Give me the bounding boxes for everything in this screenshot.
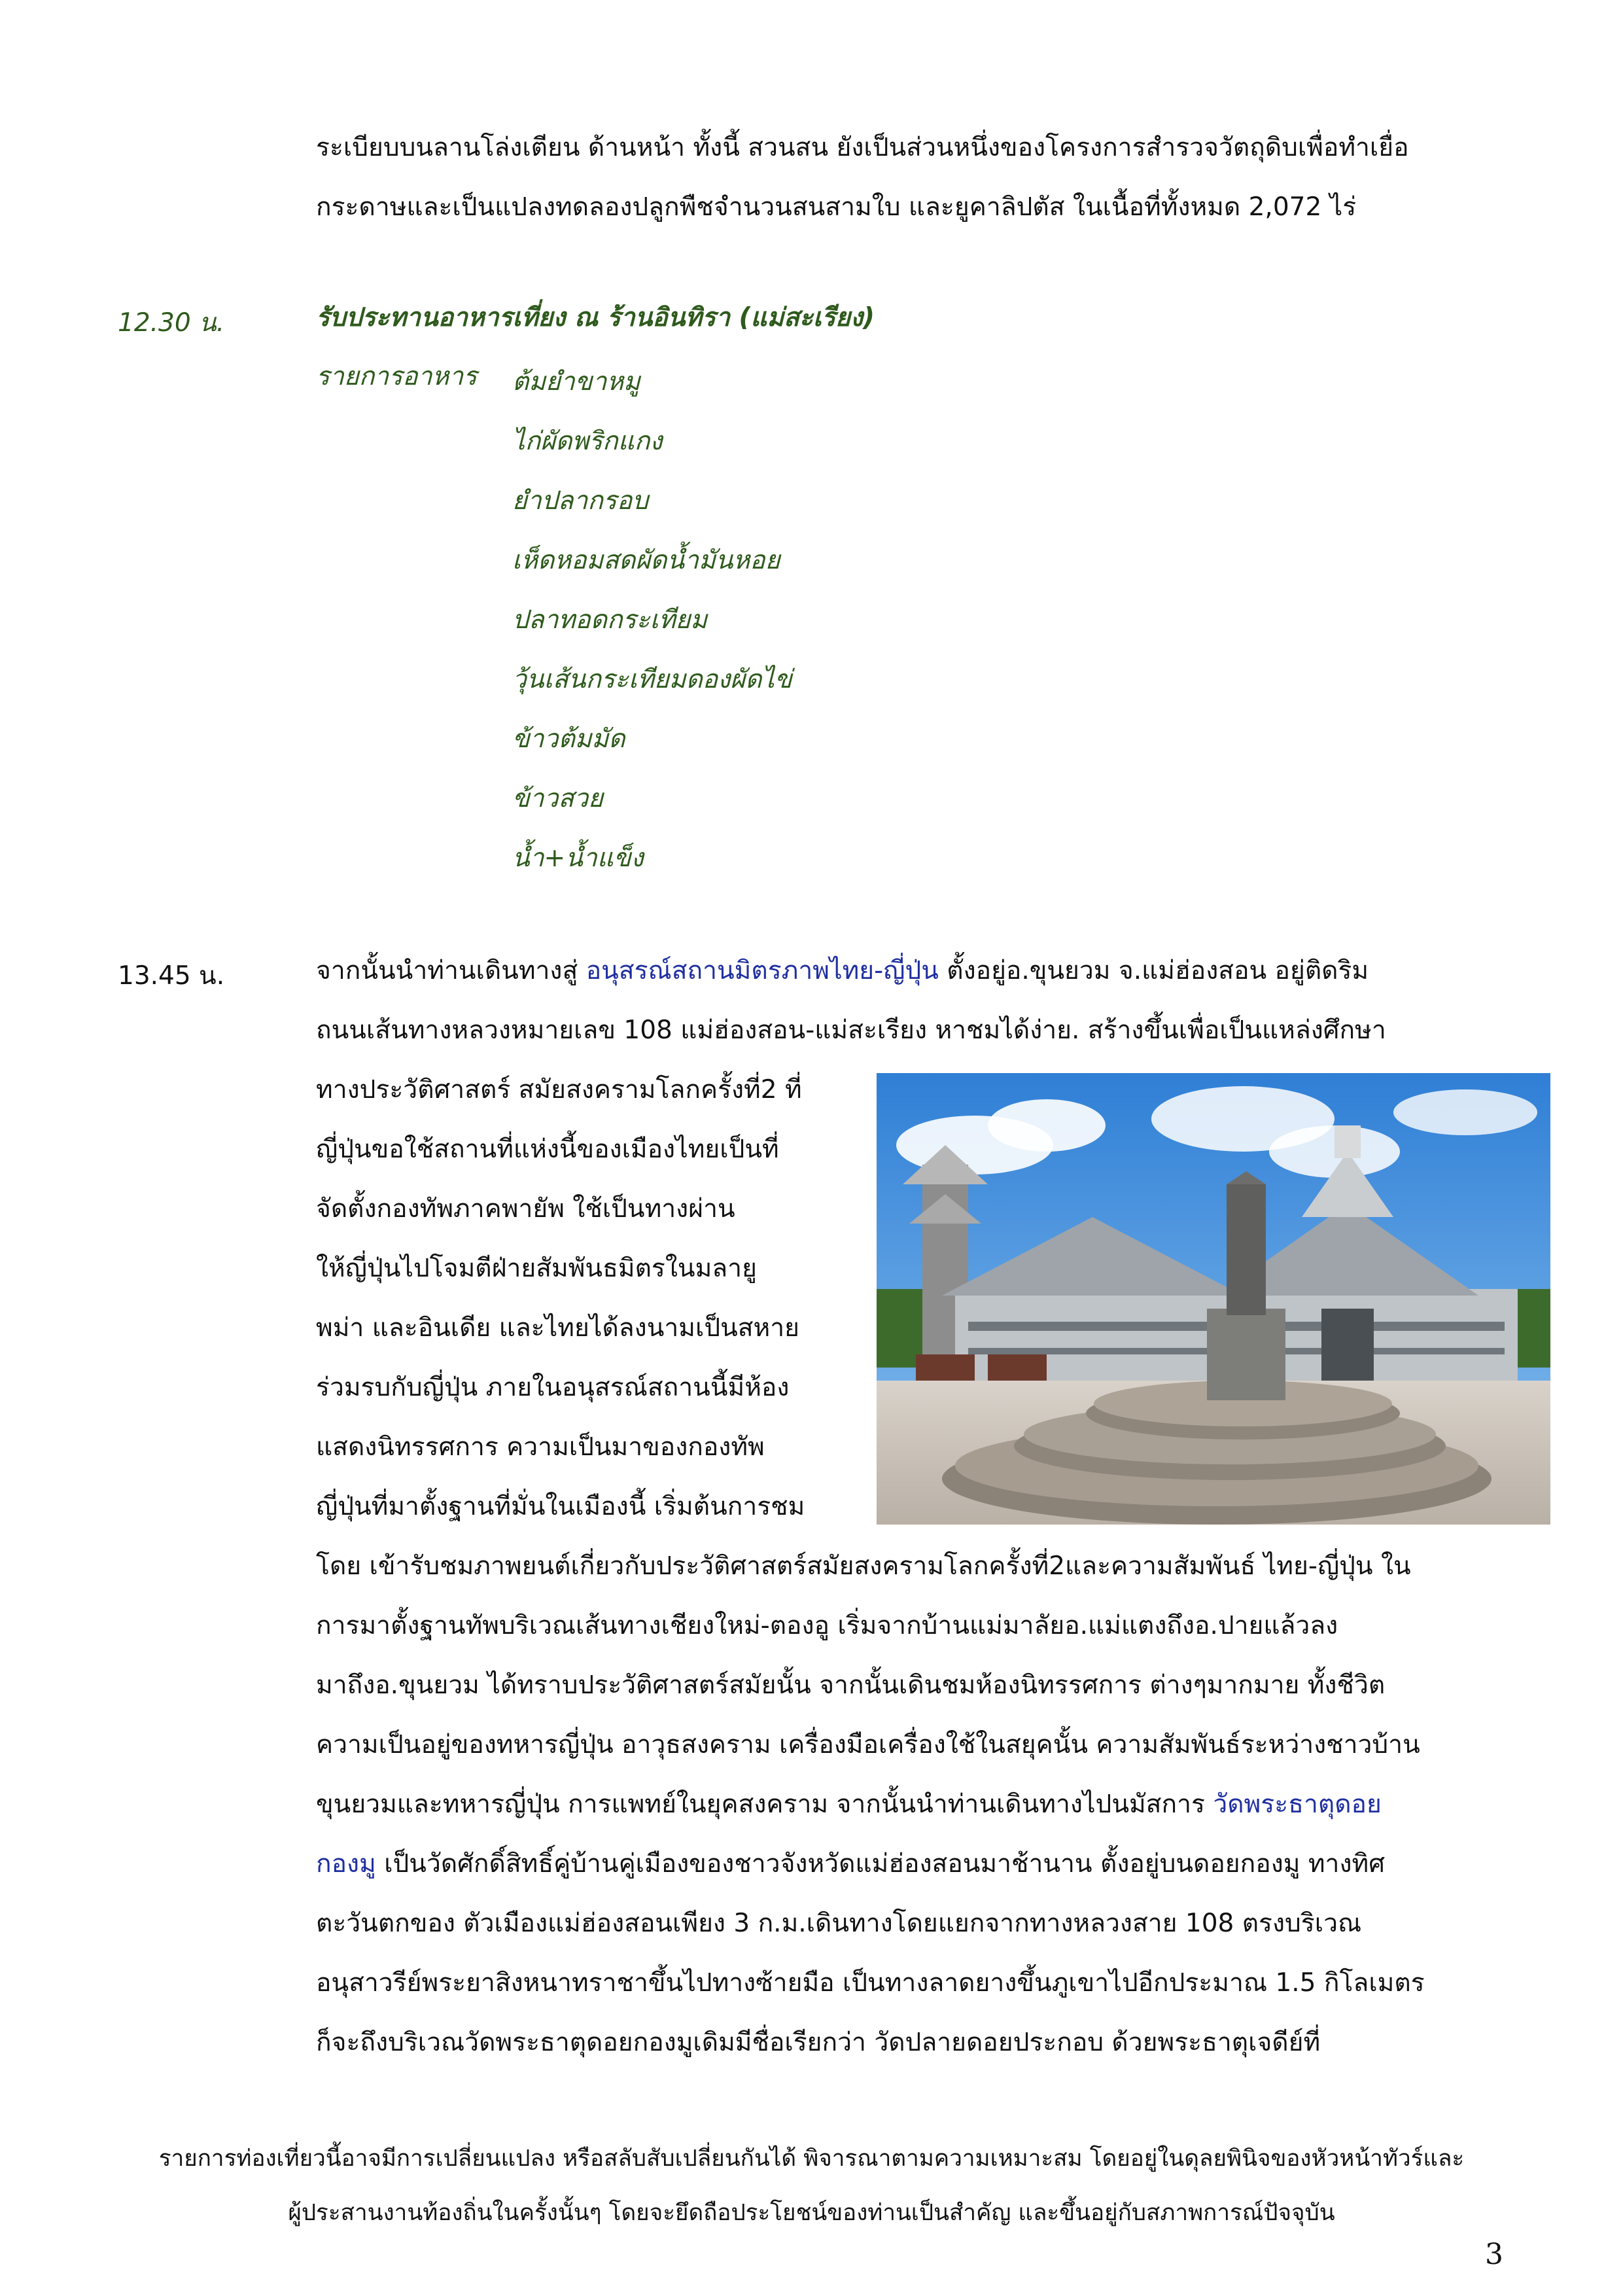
lunch-time: 12.30 น. <box>118 308 225 338</box>
menu-item: ยำปลากรอบ <box>512 486 649 516</box>
memorial-photo-illustration <box>877 1073 1550 1525</box>
text-line-wrap: แสดงนิทรรศการ ความเป็นมาของกองทัพ <box>316 1432 765 1462</box>
text-line-wrap: ให้ญี่ปุ่นไปโจมตีฝ่ายสัมพันธมิตรในมลายู <box>316 1254 757 1283</box>
text-line-wrap: ญี่ปุ่นขอใช้สถานที่แห่งนี้ของเมืองไทยเป็นที่ <box>316 1135 779 1164</box>
place-link-friendship-memorial: อนุสรณ์สถานมิตรภาพไทย-ญี่ปุ่น <box>585 956 939 985</box>
menu-item: วุ้นเส้นกระเทียมดองผัดไข่ <box>512 665 792 694</box>
text-run: ขุนยวมและทหารญี่ปุ่น การแพทย์ในยุคสงคราม จากนั้นนำท่านเดินทางไปนมัสการ <box>316 1790 1213 1819</box>
text-line: โดย เข้ารับชมภาพยนต์เกี่ยวกับประวัติศาสตร์สมัยสงครามโลกครั้งที่2และความสัมพันธ์ ไทย-ญี่ปุ่น ใน <box>316 1551 1411 1581</box>
text-line <box>316 1834 1533 1894</box>
intro-paragraph <box>316 118 1533 237</box>
page-number: 3 <box>1485 2238 1503 2271</box>
menu-item: ข้าวสวย <box>512 784 604 813</box>
text-line: การมาตั้งฐานทัพบริเวณเส้นทางเชียงใหม่-ตองอู เริ่มจากบ้านแม่มาลัยอ.แม่แตงถึงอ.ปายแล้วลง <box>316 1611 1338 1640</box>
memorial-photo <box>877 1073 1550 1525</box>
footer-disclaimer-line: ผู้ประสานงานท้องถิ่นในครั้งนั้นๆ โดยจะยึดถือประโยชน์ของท่านเป็นสำคัญ และขึ้นอยู่กับสภาพการณ์ปัจจุบัน <box>288 2200 1335 2226</box>
text-run: ตั้งอยู่อ.ขุนยวม จ.แม่ฮ่องสอน อยู่ติดริม <box>938 956 1369 985</box>
text-line: ถนนเส้นทางหลวงหมายเลข 108 แม่ฮ่องสอน-แม่สะเรียง หาชมได้ง่าย. สร้างขึ้นเพื่อเป็นแหล่งศึกษา <box>316 1016 1386 1045</box>
text-line <box>316 1775 1533 1834</box>
text-line-wrap: จัดตั้งกองทัพภาคพายัพ ใช้เป็นทางผ่าน <box>316 1194 735 1224</box>
text-line: ความเป็นอยู่ของทหารญี่ปุ่น อาวุธสงคราม เครื่องมือเครื่องใช้ในสยุคนั้น ความสัมพันธ์ระหว่างชาวบ้าน <box>316 1730 1420 1759</box>
menu-item: ต้มยำขาหมู <box>512 367 640 397</box>
text-line-wrap: พม่า และอินเดีย และไทยได้ลงนามเป็นสหาย <box>316 1313 800 1343</box>
text-line-wrap: ญี่ปุ่นที่มาตั้งฐานที่มั่นในเมืองนี้ เริ่มต้นการชม <box>316 1492 805 1521</box>
menu-label: รายการอาหาร <box>316 362 478 391</box>
text-line-wrap: ร่วมรบกับญี่ปุ่น ภายในอนุสรณ์สถานนี้มีห้อง <box>316 1373 790 1402</box>
menu-item: เห็ดหอมสดผัดน้ำมันหอย <box>512 546 780 575</box>
text-line: ก็จะถึงบริเวณวัดพระธาตุดอยกองมูเดิมมีชื่อเรียกว่า วัดปลายดอยประกอบ ด้วยพระธาตุเจดีย์ที่ <box>316 2028 1321 2057</box>
place-link-wat-doi-kong-mu: กองมู <box>316 1849 376 1879</box>
text-line: อนุสาวรีย์พระยาสิงหนาทราชาขึ้นไปทางซ้ายมือ เป็นทางลาดยางขึ้นภูเขาไปอีกประมาณ 1.5 กิโลเมตร <box>316 1968 1425 1998</box>
menu-item: ข้าวต้มมัด <box>512 724 625 754</box>
intro-line: ระเบียบบนลานโล่งเตียน ด้านหน้า ทั้งนี้ สวนสน ยังเป็นส่วนหนึ่งของโครงการสำรวจวัตถุดิบเพื่อทำเยื่อ <box>316 133 1409 162</box>
menu-item: ไก่ผัดพริกแกง <box>512 427 663 456</box>
text-line: มาถึงอ.ขุนยวม ได้ทราบประวัติศาสตร์สมัยนั้น จากนั้นเดินชมห้องนิทรรศการ ต่างๆมากมาย ทั้งชีวิต <box>316 1670 1386 1700</box>
text-line: ตะวันตกของ ตัวเมืองแม่ฮ่องสอนเพียง 3 ก.ม.เดินทางโดยแยกจากทางหลวงสาย 108 ตรงบริเวณ <box>316 1909 1362 1938</box>
menu-item: น้ำ+น้ำแข็ง <box>512 843 644 873</box>
afternoon-time: 13.45 น. <box>118 961 225 991</box>
text-line-wrap: ทางประวัติศาสตร์ สมัยสงครามโลกครั้งที่2 ที่ <box>316 1075 802 1104</box>
footer-disclaimer-line: รายการท่องเที่ยวนี้อาจมีการเปลี่ยนแปลง หรือสลับสับเปลี่ยนกันได้ พิจารณาตามความเหมาะสม โดยอยู่ในดุลยพินิจของหัวหน้าทัวร์และ <box>158 2146 1465 2172</box>
intro-line: กระดาษและเป็นแปลงทดลองปลูกพืชจำนวนสนสามใบ และยูคาลิปตัส ในเนื้อที่ทั้งหมด 2,072 ไร่ <box>316 192 1357 222</box>
place-link-wat-doi-kong-mu: วัดพระธาตุดอย <box>1213 1790 1382 1819</box>
menu-item: ปลาทอดกระเทียม <box>512 605 708 635</box>
text-run: จากนั้นนำท่านเดินทางสู่ <box>316 956 586 985</box>
lunch-title: รับประทานอาหารเที่ยง ณ ร้านอินทิรา (แม่สะเรียง) <box>316 303 875 332</box>
text-run: เป็นวัดศักดิ์สิทธิ์คู่บ้านคู่เมืองของชาวจังหวัดแม่ฮ่องสอนมาช้านาน ตั้งอยู่บนดอยกองมู ทางทิศ <box>375 1849 1385 1879</box>
text-line <box>316 941 1533 1000</box>
